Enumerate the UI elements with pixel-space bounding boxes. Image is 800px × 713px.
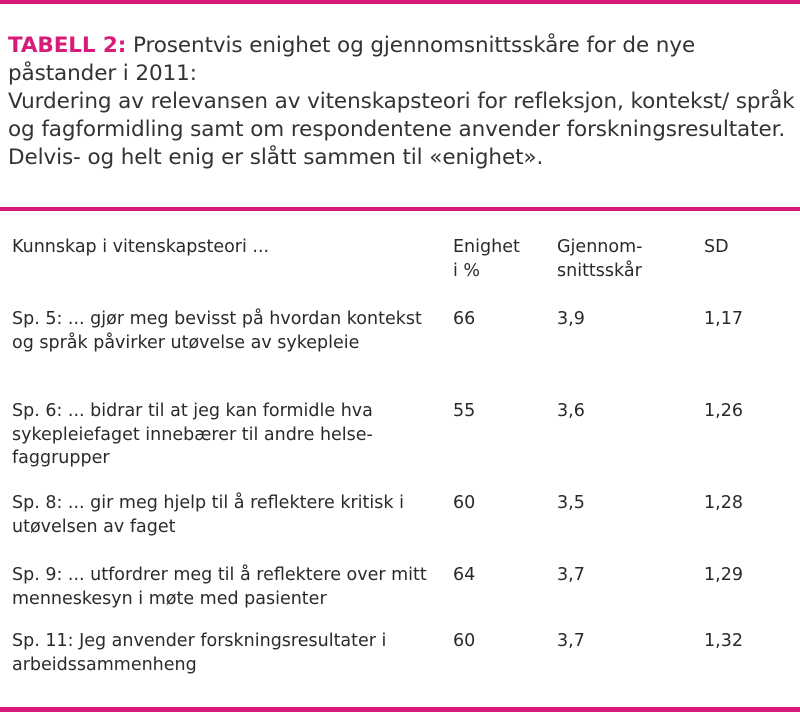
- caption-title: Prosentvis enighet og gjennomsnittsskåre for de nye påstander i 2011:: [8, 33, 696, 86]
- header-rule: [0, 207, 800, 211]
- table-caption: [8, 32, 798, 172]
- row-sd: 1,32: [704, 631, 743, 651]
- row-sd: 1,26: [704, 401, 743, 421]
- bottom-rule: [0, 707, 800, 712]
- row-sd: 1,29: [704, 565, 743, 585]
- row-statement: Sp. 9: ... utfordrer meg til å reflektere over mitt menneskesyn i møte med pasienter: [12, 565, 427, 609]
- row-agreement: 55: [453, 401, 476, 421]
- table-row: [12, 630, 792, 690]
- row-statement: Sp. 6: ... bidrar til at jeg kan formidle hva sykepleiefaget innebærer til andre helse-faggrupper: [12, 401, 373, 468]
- row-agreement: 60: [453, 493, 476, 513]
- row-sd: 1,28: [704, 493, 743, 513]
- row-agreement: 60: [453, 631, 476, 651]
- header-agreement: Enighet i %: [453, 237, 520, 281]
- row-statement: Sp. 5: ... gjør meg bevisst på hvordan kontekst og språk påvirker utøvelse av sykepleie: [12, 309, 422, 353]
- row-mean: 3,7: [557, 631, 585, 651]
- caption-label: TABELL 2:: [8, 33, 127, 58]
- caption-subtitle: Vurdering av relevansen av vitenskapsteori for refleksjon, kontekst/ språk og fagformidling samt om respondentene anvender forskningsresultater. Delvis- og helt enig er slått sammen til «enighet».: [8, 89, 795, 170]
- table-row: [12, 492, 792, 564]
- header-sd: SD: [704, 237, 729, 257]
- row-mean: 3,6: [557, 401, 585, 421]
- row-mean: 3,7: [557, 565, 585, 585]
- row-sd: 1,17: [704, 309, 743, 329]
- table-header-row: [12, 236, 792, 308]
- row-statement: Sp. 8: ... gir meg hjelp til å reflektere kritisk i utøvelsen av faget: [12, 493, 404, 537]
- row-mean: 3,9: [557, 309, 585, 329]
- row-agreement: 64: [453, 565, 476, 585]
- table-row: [12, 308, 792, 400]
- table-row: [12, 564, 792, 630]
- row-mean: 3,5: [557, 493, 585, 513]
- table-row: [12, 400, 792, 492]
- header-mean: Gjennom- snittsskår: [557, 237, 643, 281]
- top-rule: [0, 0, 800, 4]
- header-statement: Kunnskap i vitenskapsteori ...: [12, 237, 270, 257]
- row-agreement: 66: [453, 309, 476, 329]
- row-statement: Sp. 11: Jeg anvender forskningsresultater i arbeidssammenheng: [12, 631, 387, 675]
- data-table: [12, 236, 792, 690]
